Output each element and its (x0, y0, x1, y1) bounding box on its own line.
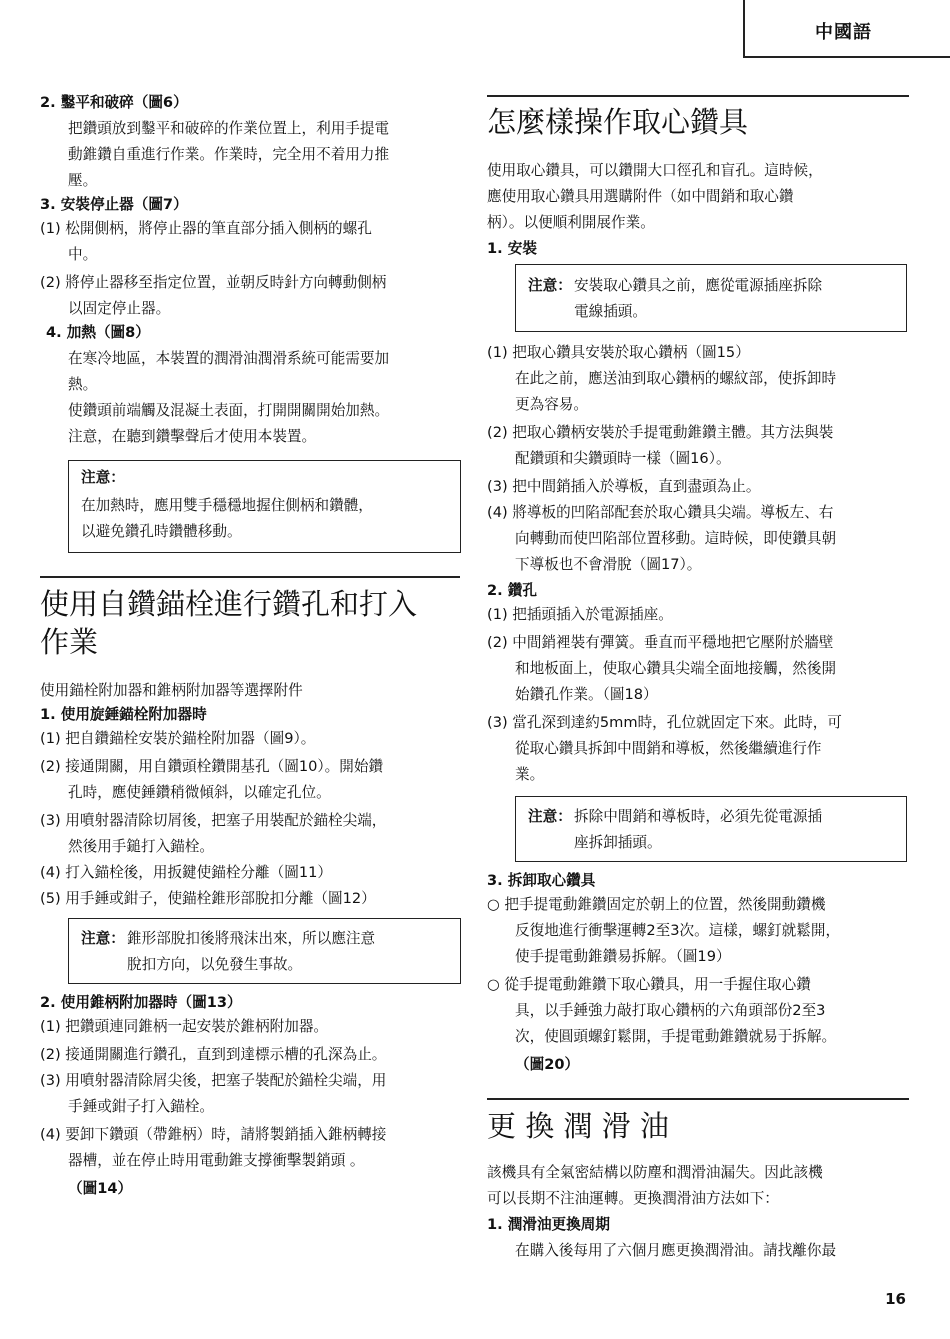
note-text: 電線插頭。 (574, 303, 647, 320)
list-item: (5) 用手錘或鉗子，使錨栓錐形部脫扣分離（圖12） (40, 890, 376, 907)
text-line: （圖20） (515, 1056, 580, 1073)
list-item: ○ 把手提電動錐鑽固定於朝上的位置，然後開動鑽機 (487, 896, 826, 913)
language-tab (743, 0, 950, 58)
text-line: 中。 (68, 246, 98, 263)
text-line: 下導板也不會滑脫（圖17）。 (515, 556, 702, 573)
section-title-heating: 4. 加熱（圖8） (46, 324, 150, 341)
note-text: 錐形部脫扣後將飛沫出來，所以應注意 (127, 930, 376, 947)
heading-anchor-drilling: 使用自鑽錨栓進行鑽孔和打入 (40, 587, 418, 621)
page-number: 16 (885, 1290, 906, 1308)
text-line: 該機具有全氣密結構以防塵和潤滑油漏失。因此該機 (487, 1164, 823, 1181)
text-line: 業。 (515, 766, 545, 783)
note-label: 注意： (528, 808, 572, 825)
subsection-title: 1. 安裝 (487, 240, 537, 257)
note-text: 座拆卸插頭。 (574, 834, 662, 851)
text-line: 動錐鑽自重進行作業。作業時，完全用不着用力推 (68, 146, 390, 163)
text-line: 在寒冷地區，本裝置的潤滑油潤滑系統可能需要加 (68, 350, 390, 367)
list-item: (3) 用噴射器清除屑尖後，把塞子裝配於錨栓尖端，用 (40, 1072, 387, 1089)
section-title-stopper: 3. 安裝停止器（圖7） (40, 196, 188, 213)
subsection-title: 1. 使用旋錘錨栓附加器時 (40, 706, 207, 723)
text-line: 器槽，並在停止時用電動錐支撐衝擊製銷頭 。 (68, 1152, 365, 1169)
text-line: 使手提電動錐鑽易拆解。（圖19） (515, 948, 731, 965)
text-line: 反復地進行衝擊運轉2至3次。這樣，螺釘就鬆開， (515, 922, 841, 939)
text-line: 熱。 (68, 376, 98, 393)
list-item: (2) 接通開關，用自鑽頭栓鑽開基孔（圖10）。開始鑽 (40, 758, 384, 775)
heading-anchor-drilling-2: 作業 (40, 625, 99, 659)
text-line: (2) 將停止器移至指定位置，並朝反時針方向轉動側柄 (40, 274, 387, 291)
text-line: 手錘或鉗子打入錨栓。 (68, 1098, 214, 1115)
note-label: 注意： (81, 930, 125, 947)
list-item: (4) 將導板的凹陷部配套於取心鑽具尖端。導板左、右 (487, 504, 834, 521)
subsection-title: 1. 潤滑油更換周期 (487, 1216, 610, 1233)
text-line: 使用取心鑽具，可以鑽開大口徑孔和盲孔。這時候， (487, 162, 823, 179)
text-line: 在購入後每用了六個月應更換潤滑油。請找離你最 (515, 1242, 837, 1259)
language-label: 中國語 (815, 22, 872, 43)
note-text: 在加熱時，應用雙手穩穩地握住側柄和鑽體， (81, 497, 373, 514)
text-line: 然後用手鎚打入錨栓。 (68, 838, 214, 855)
text-line: 應使用取心鑽具用選購附件（如中間銷和取心鑽 (487, 188, 794, 205)
text-line: 具，以手錘強力敲打取心鑽柄的六角頭部份2至3 (515, 1002, 826, 1019)
list-item: (1) 把鑽頭連同錐柄一起安裝於錐柄附加器。 (40, 1018, 329, 1035)
text-line: 可以長期不注油運轉。更換潤滑油方法如下： (487, 1190, 779, 1207)
text-line: 柄）。以便順利開展作業。 (487, 214, 655, 231)
subsection-title: 2. 使用錐柄附加器時（圖13） (40, 994, 242, 1011)
subsection-title: 2. 鑽孔 (487, 582, 537, 599)
text-line: 壓。 (68, 172, 98, 189)
text-line: 從取心鑽具拆卸中間銷和導板，然後繼續進行作 (515, 740, 822, 757)
list-item: (1) 把取心鑽具安裝於取心鑽柄（圖15） (487, 344, 750, 361)
list-item: ○ 從手提電動錐鑽下取心鑽具，用一手握住取心鑽 (487, 976, 811, 993)
heading-core-bit: 怎麼樣操作取心鑽具 (487, 105, 749, 139)
list-item: (1) 把插頭插入於電源插座。 (487, 606, 673, 623)
note-box-remove (515, 796, 907, 862)
text-line: 更為容易。 (515, 396, 588, 413)
list-item: (4) 打入錨栓後，用扳鍵使錨栓分離（圖11） (40, 864, 332, 881)
section-title-chiseling: 2. 鑿平和破碎（圖6） (40, 94, 188, 111)
subsection-title: 3. 拆卸取心鑽具 (487, 872, 596, 889)
list-item: (3) 當孔深到達約5mm時，孔位就固定下來。此時，可 (487, 714, 842, 731)
note-text: 以避免鑽孔時鑽體移動。 (81, 523, 242, 540)
section-rule (487, 95, 909, 97)
note-text: 拆除中間銷和導板時，必須先從電源插 (574, 808, 823, 825)
section-rule (40, 576, 460, 578)
text-line: 向轉動而使凹陷部位置移動。這時候，即使鑽具朝 (515, 530, 837, 547)
list-item: (3) 用噴射器清除切屑後，把塞子用裝配於錨栓尖端， (40, 812, 387, 829)
text-line: 把鑽頭放到鑿平和破碎的作業位置上，利用手提電 (68, 120, 390, 137)
text-line: 孔時，應使錘鑽稍微傾斜，以確定孔位。 (68, 784, 331, 801)
text-line: 使用錨栓附加器和錐柄附加器等選擇附件 (40, 682, 303, 699)
text-line: (1) 松開側柄，將停止器的筆直部分插入側柄的螺孔 (40, 220, 372, 237)
list-item: (2) 中間銷裡裝有彈簧。垂直而平穩地把它壓附於牆壁 (487, 634, 834, 651)
note-text: 安裝取心鑽具之前，應從電源插座拆除 (574, 277, 823, 294)
note-label: 注意： (81, 469, 125, 486)
section-rule (487, 1098, 909, 1100)
heading-lubricant: 更 換 潤 滑 油 (487, 1109, 669, 1143)
list-item: (1) 把自鑽錨栓安裝於錨栓附加器（圖9）。 (40, 730, 316, 747)
text-line: 使鑽頭前端觸及混凝土表面，打開開關開始加熱。 (68, 402, 390, 419)
note-box-taper (68, 918, 461, 984)
text-line: 配鑽頭和尖鑽頭時一樣（圖16）。 (515, 450, 731, 467)
text-line: 和地板面上，使取心鑽具尖端全面地接觸，然後開 (515, 660, 837, 677)
list-item: (3) 把中間銷插入於導板，直到盡頭為止。 (487, 478, 761, 495)
note-text: 脫扣方向，以免發生事故。 (127, 956, 303, 973)
list-item: (2) 把取心鑽柄安裝於手提電動錐鑽主體。其方法與裝 (487, 424, 834, 441)
text-line: （圖14） (68, 1180, 133, 1197)
list-item: (4) 要卸下鑽頭（帶錐柄）時，請將製銷插入錐柄轉接 (40, 1126, 387, 1143)
note-box-heating (68, 460, 461, 553)
text-line: 以固定停止器。 (68, 300, 171, 317)
text-line: 次，使圓頭螺釘鬆開，手提電動錐鑽就易于拆解。 (515, 1028, 837, 1045)
note-box-install (515, 264, 907, 332)
note-label: 注意： (528, 277, 572, 294)
text-line: 在此之前，應送油到取心鑽柄的螺紋部，使拆卸時 (515, 370, 837, 387)
text-line: 始鑽孔作業。（圖18） (515, 686, 658, 703)
text-line: 注意，在聽到鑽擊聲后才使用本裝置。 (68, 428, 317, 445)
list-item: (2) 接通開關進行鑽孔，直到到達標示槽的孔深為止。 (40, 1046, 387, 1063)
